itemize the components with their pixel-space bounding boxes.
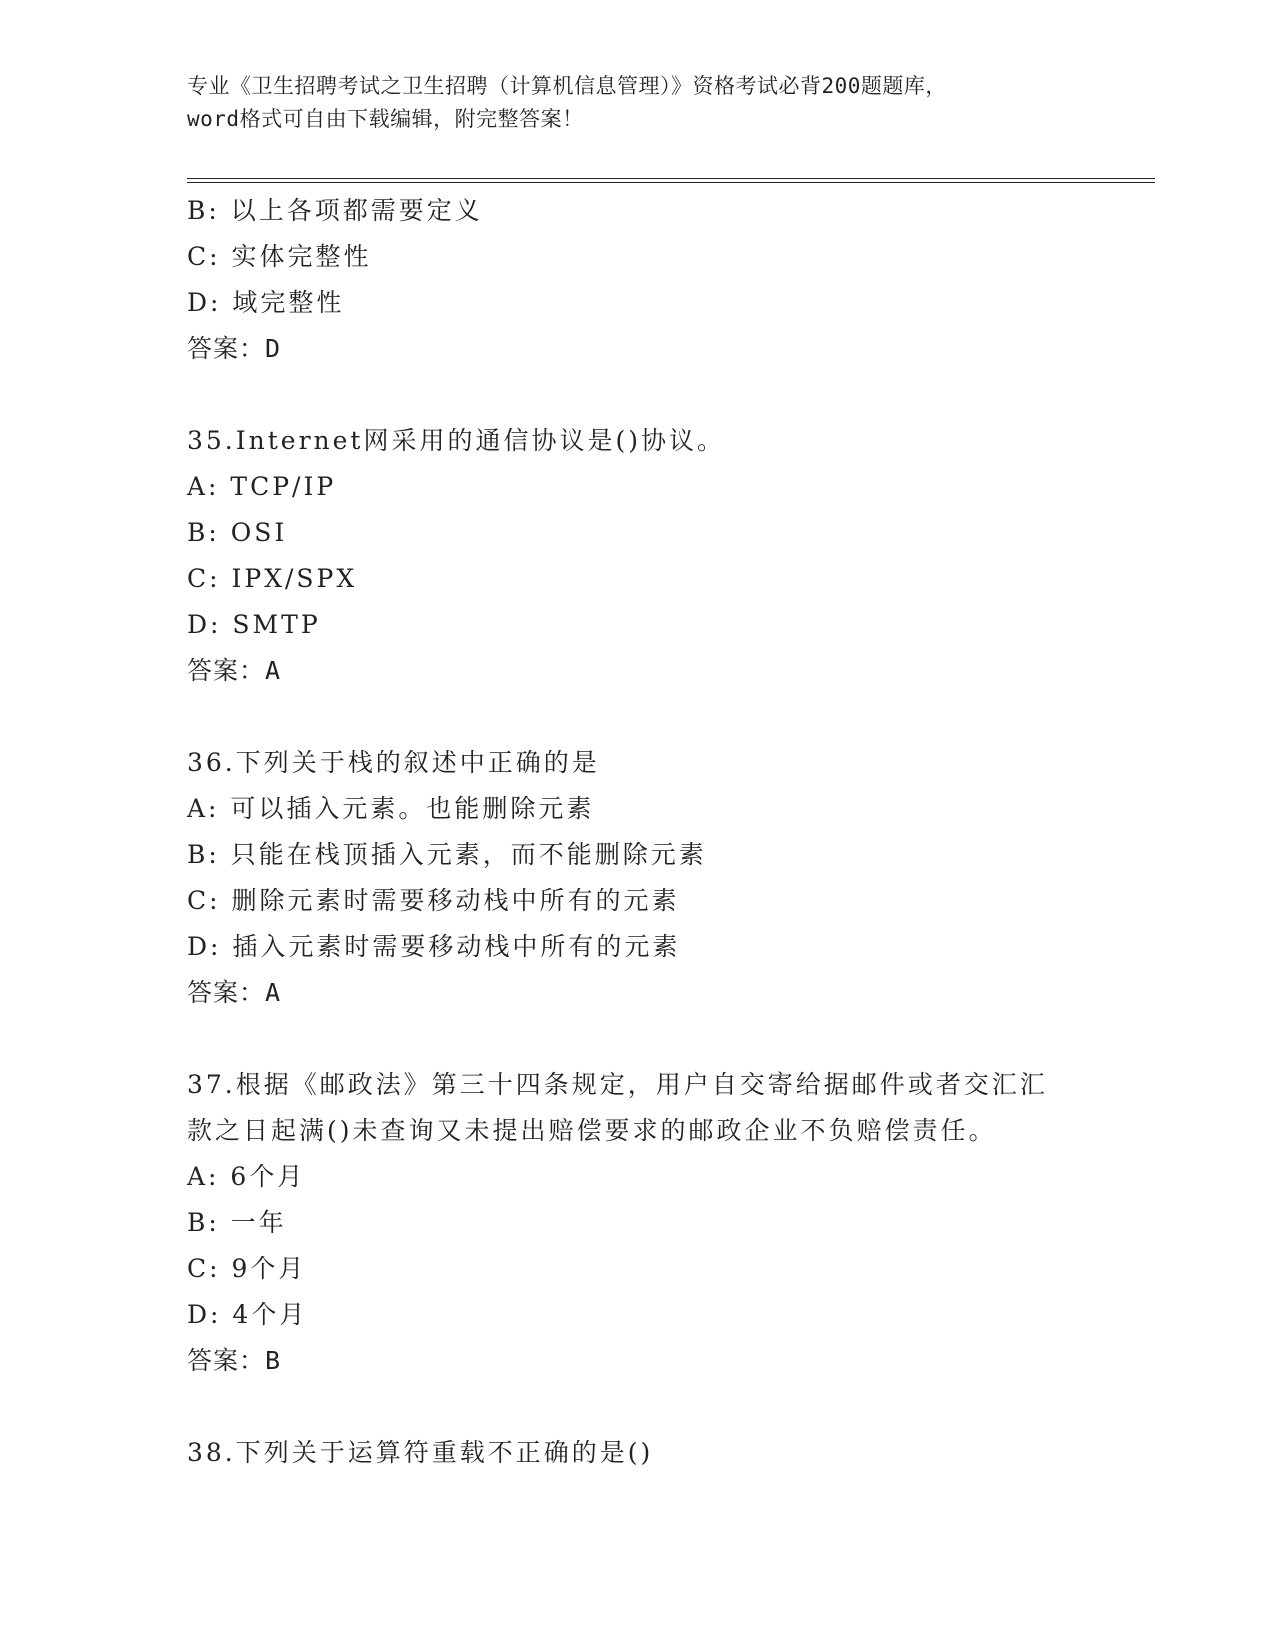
question-text: 36.下列关于栈的叙述中正确的是	[187, 748, 600, 777]
question-text: 35.Internet网采用的通信协议是()协议。	[187, 426, 725, 455]
option-b: B: OSI	[187, 518, 288, 547]
question-list	[187, 188, 1155, 1476]
option-b: B: 以上各项都需要定义	[187, 196, 483, 225]
header-line-1: 专业《卫生招聘考试之卫生招聘（计算机信息管理）》资格考试必背200题题库，	[187, 74, 947, 98]
answer-line: 答案：D	[187, 334, 282, 363]
header-divider-bottom	[187, 182, 1155, 183]
option-b: B: 一年	[187, 1208, 287, 1237]
option-d: D: 域完整性	[187, 288, 345, 317]
header-divider-top	[187, 178, 1155, 179]
option-c: C: 删除元素时需要移动栈中所有的元素	[187, 886, 680, 915]
answer-line: 答案：B	[187, 1346, 282, 1375]
header-line-2: word格式可自由下载编辑，附完整答案！	[187, 107, 584, 131]
answer-line: 答案：A	[187, 978, 282, 1007]
document-header	[187, 70, 1087, 136]
answer-line: 答案：A	[187, 656, 282, 685]
option-a: A: TCP/IP	[187, 472, 337, 501]
option-b: B: 只能在栈顶插入元素，而不能删除元素	[187, 840, 707, 869]
question-text-line-1: 37.根据《邮政法》第三十四条规定，用户自交寄给据邮件或者交汇汇	[187, 1070, 1048, 1099]
option-c: C: 9个月	[187, 1254, 307, 1283]
option-d: D: SMTP	[187, 610, 321, 639]
option-d: D: 插入元素时需要移动栈中所有的元素	[187, 932, 681, 961]
option-a: A: 可以插入元素。也能删除元素	[187, 794, 595, 823]
option-c: C: IPX/SPX	[187, 564, 358, 593]
option-c: C: 实体完整性	[187, 242, 372, 271]
question-35	[187, 418, 1155, 694]
spacer	[187, 1016, 1155, 1062]
option-a: A: 6个月	[187, 1162, 306, 1191]
spacer	[187, 1384, 1155, 1430]
question-37	[187, 1062, 1155, 1384]
question-38	[187, 1430, 1155, 1476]
question-34	[187, 188, 1155, 372]
question-text: 38.下列关于运算符重载不正确的是()	[187, 1438, 654, 1467]
question-36	[187, 740, 1155, 1016]
question-text-line-2: 款之日起满()未查询又未提出赔偿要求的邮政企业不负赔偿责任。	[187, 1116, 997, 1145]
spacer	[187, 694, 1155, 740]
option-d: D: 4个月	[187, 1300, 308, 1329]
spacer	[187, 372, 1155, 418]
